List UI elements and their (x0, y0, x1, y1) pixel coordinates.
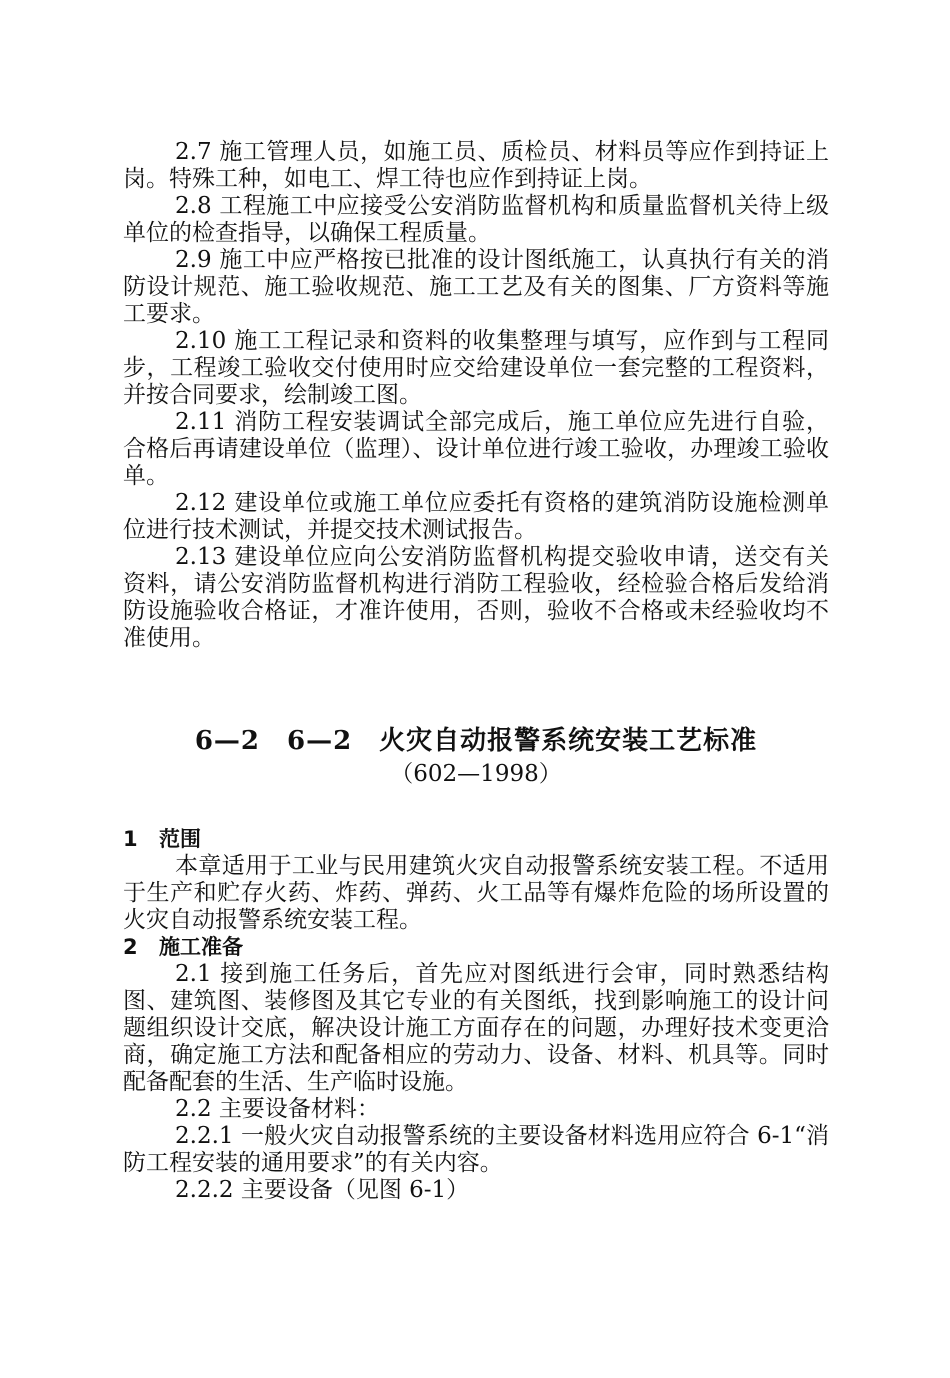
paragraph-2-13: 2.13 建设单位应向公安消防监督机构提交验收申请，送交有关资料，请公安消防监督机构进行消防工程验收，经检验合格后发给消防设施验收合格证，才准许使用，否则，验收不合格或未经验收均不准使用。 (123, 544, 829, 651)
paragraph-2-1: 2.1 接到施工任务后，首先应对图纸进行会审，同时熟悉结构图、建筑图、装修图及其它专业的有关图纸，找到影响施工的设计问题组织设计交底，解决设计施工方面存在的问题，办理好技术变更洽商，确定施工方法和配备相应的劳动力、设备、材料、机具等。同时配备配套的生活、生产临时设施。 (123, 961, 829, 1095)
section-number: 2 (123, 935, 138, 959)
spacer (123, 790, 829, 826)
spacer (123, 652, 829, 724)
section-title: 施工准备 (159, 935, 243, 959)
document-page (123, 139, 829, 1204)
paragraph-2-10: 2.10 施工工程记录和资料的收集整理与填写，应作到与工程同步，工程竣工验收交付使用时应交给建设单位一套完整的工程资料，并按合同要求，绘制竣工图。 (123, 328, 829, 408)
paragraph-scope: 本章适用于工业与民用建筑火灾自动报警系统安装工程。不适用于生产和贮存火药、炸药、弹药、火工品等有爆炸危险的场所设置的火灾自动报警系统安装工程。 (123, 853, 829, 933)
paragraph-2-9: 2.9 施工中应严格按已批准的设计图纸施工，认真执行有关的消防设计规范、施工验收规范、施工工艺及有关的图集、厂方资料等施工要求。 (123, 247, 829, 327)
chapter-subtitle: （602—1998） (390, 761, 562, 787)
section-heading-scope (123, 826, 829, 853)
paragraph-2-12: 2.12 建设单位或施工单位应委托有资格的建筑消防设施检测单位进行技术测试，并提交技术测试报告。 (123, 490, 829, 543)
paragraph-2-11: 2.11 消防工程安装调试全部完成后，施工单位应先进行自验，合格后再请建设单位（监理）、设计单位进行竣工验收，办理竣工验收单。 (123, 409, 829, 489)
paragraph-2-8: 2.8 工程施工中应接受公安消防监督机构和质量监督机关待上级单位的检查指导，以确保工程质量。 (123, 193, 829, 246)
paragraph-2-2-2: 2.2.2 主要设备（见图 6-1） (175, 1177, 470, 1203)
section-heading-preparation (123, 934, 829, 961)
paragraph-2-2-1: 2.2.1 一般火灾自动报警系统的主要设备材料选用应符合 6-1“消防工程安装的通用要求”的有关内容。 (123, 1123, 829, 1176)
section-title: 范围 (159, 827, 201, 851)
paragraph-2-7: 2.7 施工管理人员，如施工员、质检员、材料员等应作到持证上岗。特殊工种，如电工、焊工待也应作到持证上岗。 (123, 139, 829, 192)
chapter-title: 6—2 6—2 火灾自动报警系统安装工艺标准 (194, 726, 758, 756)
paragraph-2-2: 2.2 主要设备材料： (175, 1096, 380, 1122)
section-number: 1 (123, 827, 138, 851)
